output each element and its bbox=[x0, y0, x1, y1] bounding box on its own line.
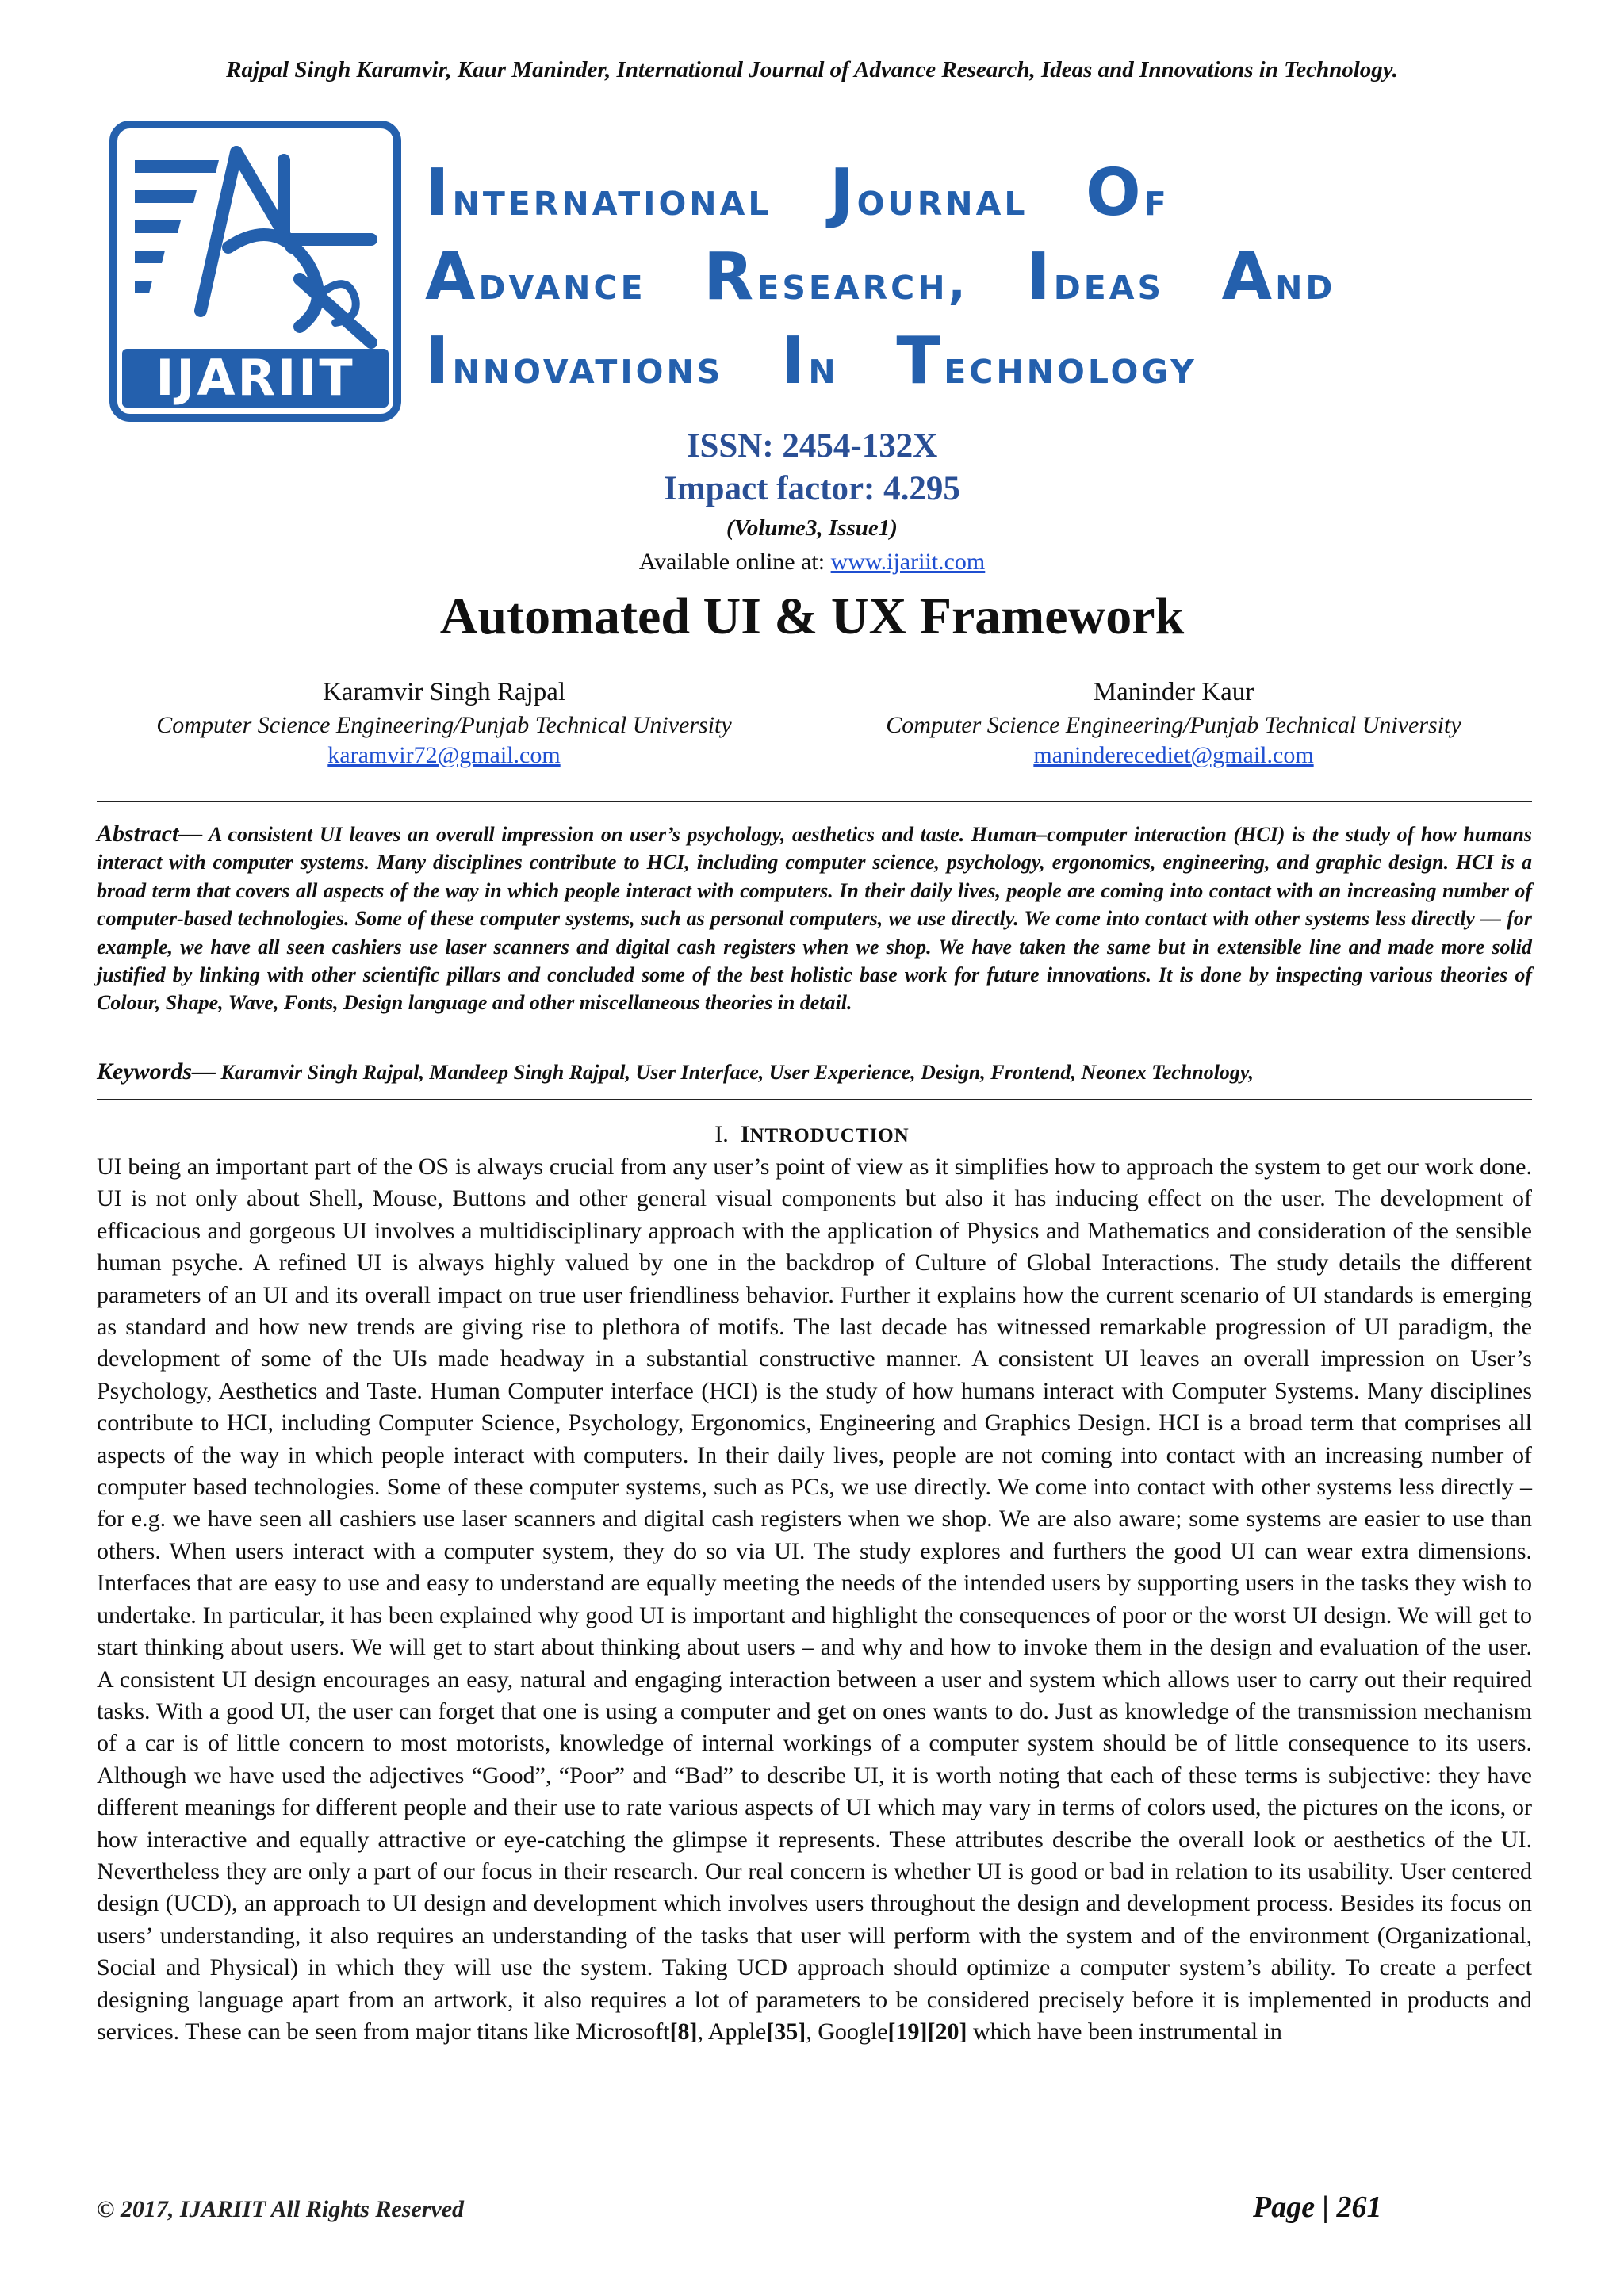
author-affiliation: Computer Science Engineering/Punjab Technical University bbox=[156, 712, 732, 738]
citation: [35] bbox=[766, 2018, 806, 2045]
keywords-label: Keywords— bbox=[97, 1058, 216, 1085]
logo-wordmark: IJARIIT bbox=[155, 349, 355, 407]
journal-masthead bbox=[109, 121, 1537, 430]
journal-title-line-2: Advance Research, Ideas And bbox=[425, 239, 1336, 315]
author-email-link[interactable]: maninderecediet@gmail.com bbox=[1033, 742, 1314, 768]
journal-website-link[interactable]: www.ijariit.com bbox=[830, 549, 986, 575]
abstract bbox=[97, 820, 1532, 1017]
available-label: Available online at: bbox=[638, 549, 831, 575]
section-heading: I. INTRODUCTION bbox=[714, 1121, 910, 1147]
journal-title-line-1: International Journal Of bbox=[425, 155, 1170, 231]
keywords-text: Karamvir Singh Rajpal, Mandeep Singh Rajpal, User Interface, User Experience, Design, Frontend, Neonex Technology, bbox=[216, 1061, 1254, 1084]
page-number: Page | 261 bbox=[1253, 2191, 1382, 2224]
available-online bbox=[0, 549, 1624, 576]
author-name: Maninder Kaur bbox=[1093, 678, 1254, 706]
abstract-label: Abstract— bbox=[97, 821, 203, 847]
author-block-1 bbox=[95, 678, 793, 769]
copyright: © 2017, IJARIIT All Rights Reserved bbox=[97, 2196, 465, 2222]
logo-emblem-icon bbox=[117, 128, 393, 358]
journal-title-line-3: Innovations In Technology bbox=[425, 323, 1197, 399]
introduction-body: UI being an important part of the OS is always crucial from any user’s point of view as it simplifies how to approach the system to get our work done. UI is not only about Shell, Mouse, Buttons and other general visual components but also it has inducing effect on the user. The development of efficacious and gorgeous UI involves a multidisciplinary approach with the application of Physics and Mathematics and consideration of the sensible human psyche. A refined UI is always highly valued by one in the backdrop of Culture of Global Interactions. The study details the different parameters of an UI and its overall impact on true user friendliness behavior. Further it explains how the current scenario of UI standards is emerging as standard and how new trends are giving rise to plethora of motifs. The last decade has witnessed remarkable progression of UI paradigm, the development of some of the UIs made headway in a substantial constructive manner. A consistent UI leaves an overall impression on User’s Psychology, Aesthetics and Taste. Human Computer interface (HCI) is the study of how humans interact with Computer Systems. Many disciplines contribute to HCI, including Computer Science, Psychology, Ergonomics, Engineering and Graphics Design. HCI is a broad term that comprises all aspects of the way in which people interact with computers. In their daily lives, people are not coming into contact with an increasing number of computer based technologies. Some of these computer systems, such as PCs, we use directly. We come into contact with other systems less directly – for e.g. we have seen all cashiers use laser scanners and digital cash registers when we shop. We are also aware; some systems are easier to use than others. When users interact with a computer system, they do so via UI. The study explores and furthers the good UI can wear extra dimensions. Interfaces that are easy to use and easy to understand are equally meeting the needs of the intended users by supporting users in the tasks they wish to undertake. In particular, it has been explained why good UI is important and highlight the consequences of poor or the worst UI design. We will get to start thinking about users. We will get to start about thinking about users – and why and how to invoke them in the design and evaluation of the user. A consistent UI design encourages an easy, natural and engaging interaction between a user and system which allows user to carry out their required tasks. With a good UI, the user can forget that one is using a computer and get on ones wants to do. Just as knowledge of the transmission mechanism of a car is of little concern to most motorists, knowledge of internal workings of a computer system should be of little consequence to its users. Although we have used the adjectives “Good”, “Poor” and “Bad” to describe UI, it is worth noting that each of these terms is subjective: they have different meanings for different people and their use to rate various aspects of UI which may vary in terms of colors used, the pictures on the icons, or how interactive and equally attractive or eye-catching the glimpse it represents. These attributes describe the overall look or aesthetics of the UI. Nevertheless they are only a part of our focus in their research. Our real concern is whether UI is good or bad in relation to its usability. User centered design (UCD), an approach to UI design and development which involves users throughout the design and development process. Besides its focus on users’ understanding, it also requires an understanding of the tasks that user will perform with the system and of the environment (Organizational, Social and Physical) in which they will use the system. Taking UCD approach should optimize a computer system’s ability. To create a perfect designing language apart from an artwork, it also requires a lot of parameters to be considered precisely before it is implemented in products and services. These can be seen from major titans like Microsoft[8], Apple[35], Google[19][20] which have been instrumental in bbox=[97, 1154, 1532, 2045]
citation: [19][20] bbox=[887, 2018, 967, 2045]
journal-logo bbox=[109, 121, 401, 422]
author-affiliation: Computer Science Engineering/Punjab Technical University bbox=[886, 712, 1461, 738]
abstract-text: A consistent UI leaves an overall impression on user’s psychology, aesthetics and taste. Human–computer interaction (HCI) is the study of how humans interact with computer systems. Many disciplines contribute to HCI, including computer science, psychology, ergonomics, engineering, and graphic design. HCI is a broad term that covers all aspects of the way in which people interact with computers. In their daily lives, people are coming into contact with an increasing number of computer-based technologies. Some of these computer systems, such as personal computers, we use directly. We come into contact with other systems less directly — for example, we have all seen cashiers use laser scanners and digital cash registers when we shop. We have taken the same but in extensible line and made more solid justified by linking with other scientific pillars and concluded some of the best holistic base work for future innovations. It is done by inspecting various theories of Colour, Shape, Wave, Fonts, Design language and other miscellaneous theories in detail. bbox=[97, 823, 1532, 1015]
volume-issue: (Volume3, Issue1) bbox=[726, 515, 898, 541]
running-header: Rajpal Singh Karamvir, Kaur Maninder, International Journal of Advance Research, Ideas and Innovations in Technology. bbox=[226, 57, 1398, 82]
author-block-2 bbox=[825, 678, 1522, 769]
issn: ISSN: 2454-132X bbox=[686, 427, 938, 465]
impact-factor: Impact factor: 4.295 bbox=[664, 470, 960, 507]
paper-title: Automated UI & UX Framework bbox=[439, 587, 1185, 645]
divider-top bbox=[97, 801, 1532, 802]
divider-bottom bbox=[97, 1099, 1532, 1100]
author-email-link[interactable]: karamvir72@gmail.com bbox=[327, 742, 561, 768]
keywords bbox=[97, 1058, 1532, 1087]
citation: [8] bbox=[669, 2018, 698, 2045]
author-name: Karamvir Singh Rajpal bbox=[322, 678, 566, 706]
